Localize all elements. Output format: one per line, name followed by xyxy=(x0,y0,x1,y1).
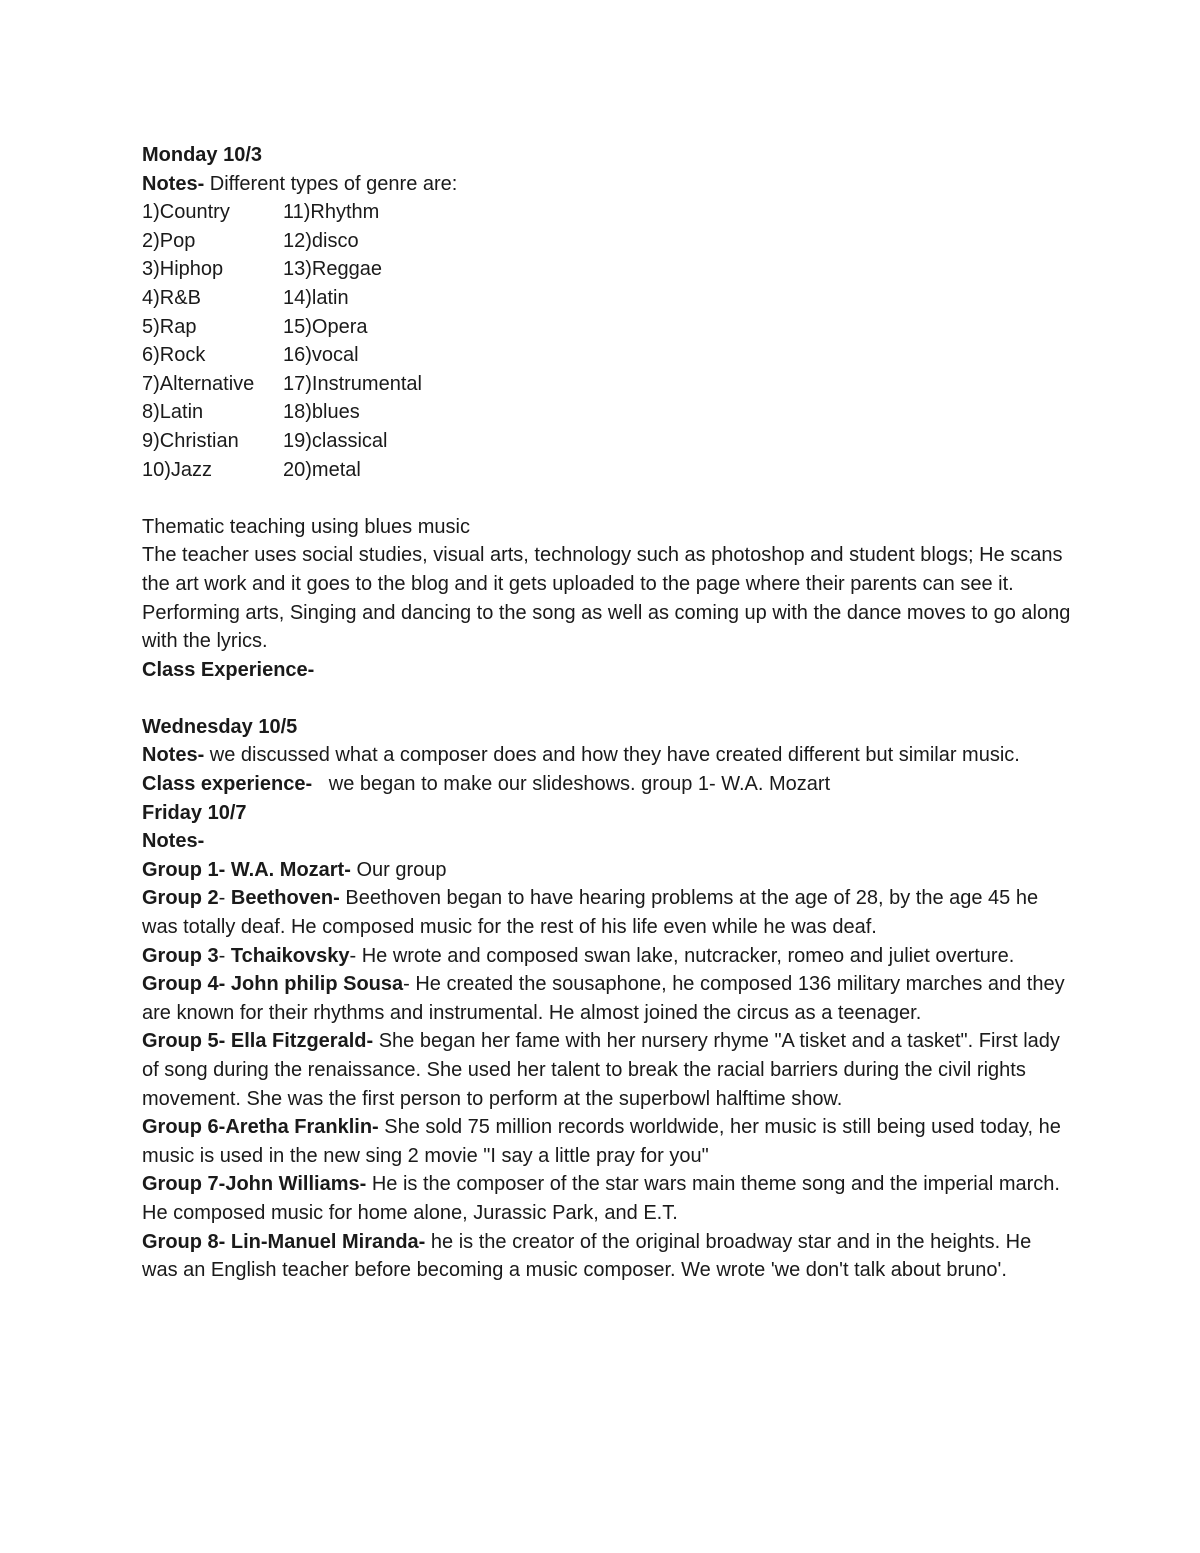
genre-item: 14)latin xyxy=(283,286,349,309)
group-entry xyxy=(142,1228,1072,1285)
genre-item: 16)vocal xyxy=(283,344,359,367)
group-label: Group 4- xyxy=(142,973,231,996)
document-page xyxy=(142,141,1072,1285)
group-text: - He wrote and composed swan lake, nutcracker, romeo and juliet overture. xyxy=(349,944,1015,967)
spacer xyxy=(142,684,1072,713)
genre-item: 5)Rap xyxy=(142,315,197,338)
notes-text: Different types of genre are: xyxy=(204,172,458,195)
composer-name: John Williams- xyxy=(225,1173,367,1196)
genre-item: 11)Rhythm xyxy=(283,201,380,224)
genre-item: 19)classical xyxy=(283,429,388,452)
monday-notes xyxy=(142,170,1072,199)
genre-row xyxy=(142,370,1072,399)
wednesday-class-experience xyxy=(142,770,1072,799)
notes-text: we discussed what a composer does and how they have created different but similar music. xyxy=(204,744,1020,767)
spacer xyxy=(142,484,1072,513)
group-entry xyxy=(142,1027,1072,1113)
group-text: he is the creator of the original broadway star and in the heights. He was an English teacher before becoming a music composer. We wrote 'we don't talk about bruno'. xyxy=(142,1230,1032,1282)
friday-heading: Friday 10/7 xyxy=(142,801,247,824)
genre-item: 7)Alternative xyxy=(142,372,255,395)
group-label: Group 6- xyxy=(142,1116,226,1139)
genre-row xyxy=(142,313,1072,342)
genre-row xyxy=(142,227,1072,256)
genre-item: 2)Pop xyxy=(142,229,196,252)
group-label: Group 8- xyxy=(142,1230,231,1253)
genre-item: 15)Opera xyxy=(283,315,368,338)
monday-heading: Monday 10/3 xyxy=(142,144,263,166)
group-text: - He created the sousaphone, he composed 136 military marches and they are known for their rhythms and instrumental. He almost joined the circus as a teenager. xyxy=(142,973,1065,1024)
genre-item: 6)Rock xyxy=(142,344,206,367)
composer-name: Aretha Franklin- xyxy=(225,1116,379,1139)
group-text: She began her fame with her nursery rhyme "A tisket and a tasket". First lady of song during the renaissance. She used her talent to break the racial barriers during the civil rights movement. She was the first person to perform at the superbowl halftime show. xyxy=(142,1030,1060,1110)
group-label: Group 7- xyxy=(142,1173,226,1196)
group-text: Beethoven began to have hearing problems at the age of 28, by the age 45 he was totally deaf. He composed music for the rest of his life even while he was deaf. xyxy=(142,887,1039,939)
composer-name: John philip Sousa xyxy=(230,973,404,996)
genre-item: 13)Reggae xyxy=(283,258,382,281)
group-entry xyxy=(142,1113,1072,1170)
genre-item: 12)disco xyxy=(283,229,359,252)
genre-item: 3)Hiphop xyxy=(142,258,224,281)
composer-name: Ella Fitzgerald- xyxy=(230,1030,374,1053)
composer-name: W.A. Mozart- xyxy=(230,858,351,881)
group-text: Our group xyxy=(350,858,447,881)
group-entry xyxy=(142,884,1072,941)
genre-item: 8)Latin xyxy=(142,401,204,424)
genre-row xyxy=(142,198,1072,227)
genre-item: 10)Jazz xyxy=(142,458,213,481)
group-text: She sold 75 million records worldwide, her music is still being used today, he music is used in the new sing 2 movie "I say a little pray for you" xyxy=(142,1116,1061,1167)
genre-list xyxy=(142,198,1072,484)
monday-class-experience: Class Experience- xyxy=(142,658,315,681)
composer-name: Beethoven- xyxy=(230,887,340,910)
genre-item: 9)Christian xyxy=(142,429,239,452)
thematic-line: Thematic teaching using blues music xyxy=(142,515,470,538)
genre-row xyxy=(142,255,1072,284)
notes-label: Notes- xyxy=(142,744,205,767)
composer-name: Lin-Manuel Miranda- xyxy=(230,1230,426,1253)
thematic-paragraph: The teacher uses social studies, visual arts, technology such as photoshop and student blogs; He scans the art work and it goes to the blog and it gets uploaded to the page where their parents can see it. Performing arts, Singing and dancing to the song as well as coming up with the dance moves to go along with the lyrics. xyxy=(142,544,1071,653)
genre-item: 4)R&B xyxy=(142,286,201,309)
wednesday-notes xyxy=(142,741,1072,770)
group-separator: - xyxy=(218,887,231,910)
genre-item: 20)metal xyxy=(283,458,361,481)
class-experience-label: Class experience- xyxy=(142,773,313,796)
notes-label: Notes- xyxy=(142,172,205,195)
genre-row xyxy=(142,341,1072,370)
class-experience-text: we began to make our slideshows. group 1- W.A. Mozart xyxy=(312,773,831,796)
group-entry xyxy=(142,856,1072,885)
group-text: He is the composer of the star wars main theme song and the imperial march. He composed music for home alone, Jurassic Park, and E.T. xyxy=(142,1173,1060,1224)
composer-name: Tchaikovsky xyxy=(230,944,350,967)
genre-row xyxy=(142,398,1072,427)
genre-item: 17)Instrumental xyxy=(283,372,422,395)
genre-item: 1)Country xyxy=(142,201,230,224)
genre-row xyxy=(142,427,1072,456)
wednesday-heading: Wednesday 10/5 xyxy=(142,715,298,738)
group-label: Group 5- xyxy=(142,1030,231,1053)
group-label: Group 1- xyxy=(142,858,231,881)
group-label: Group 2 xyxy=(142,887,219,910)
group-entry xyxy=(142,942,1072,971)
group-entry xyxy=(142,1170,1072,1227)
group-entry xyxy=(142,970,1072,1027)
group-separator: - xyxy=(218,944,231,967)
friday-notes: Notes- xyxy=(142,830,205,853)
group-label: Group 3 xyxy=(142,944,219,967)
genre-row xyxy=(142,284,1072,313)
genre-row xyxy=(142,456,1072,485)
genre-item: 18)blues xyxy=(283,401,360,424)
